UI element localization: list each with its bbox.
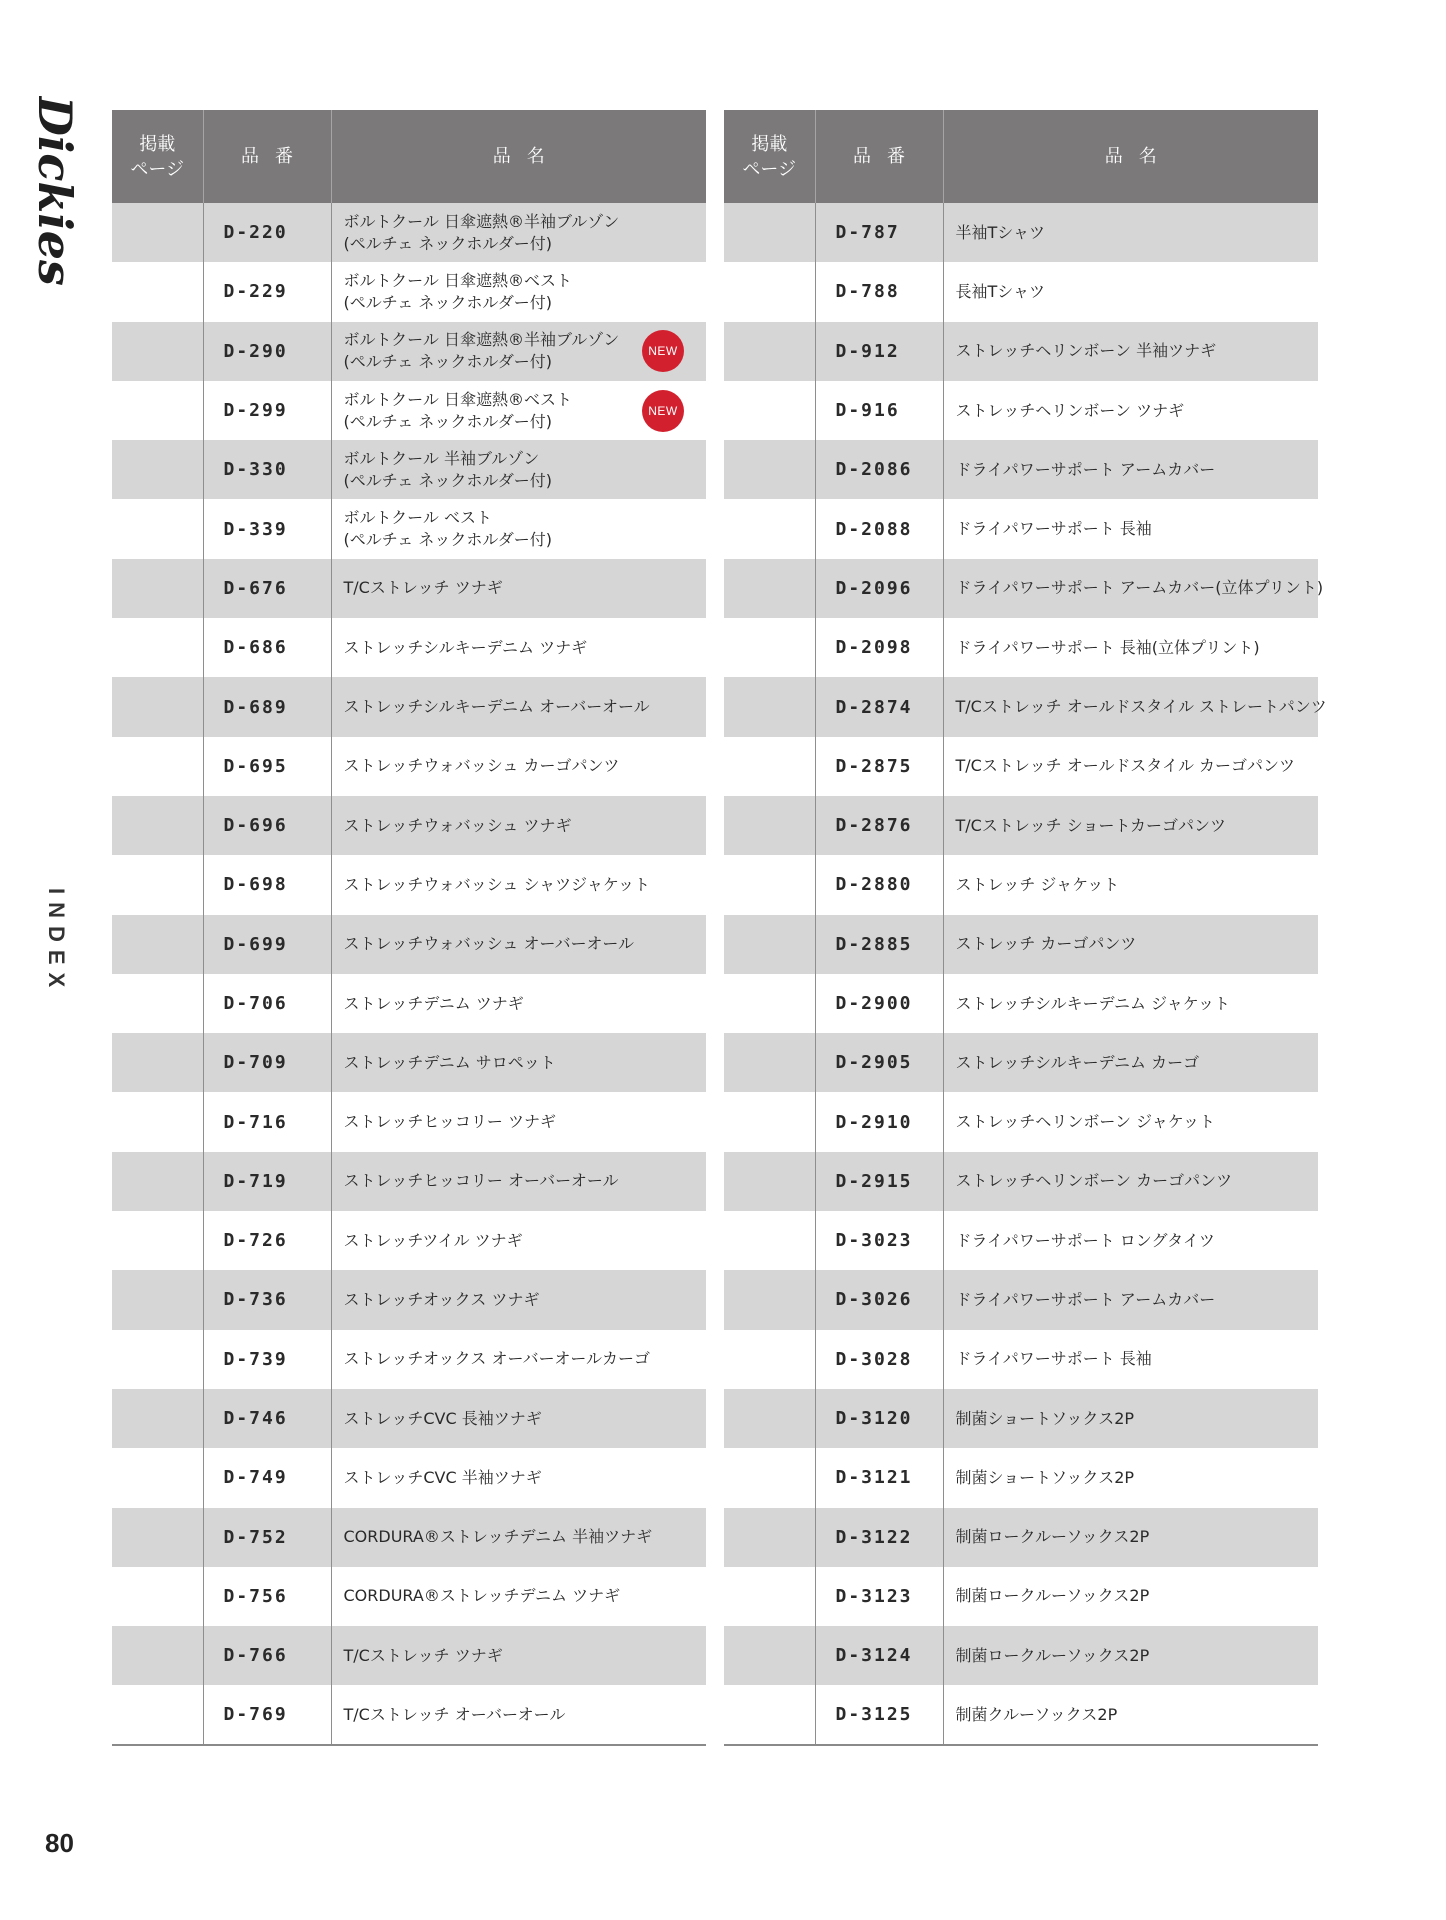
product-code: D-3121 xyxy=(815,1448,943,1507)
product-name: ボルトクール ベスト xyxy=(343,508,492,528)
product-code: D-2885 xyxy=(815,915,943,974)
table-row xyxy=(724,262,1318,321)
product-name: T/Cストレッチ ツナギ xyxy=(343,578,503,598)
page-cell xyxy=(112,203,203,262)
page-cell xyxy=(724,737,815,796)
page-cell xyxy=(724,381,815,440)
product-code: D-696 xyxy=(203,796,331,855)
index-table-left-body xyxy=(112,203,706,1745)
page-cell xyxy=(112,1626,203,1685)
product-name: ストレッチウォバッシュ オーバーオール xyxy=(343,934,635,954)
product-code: D-689 xyxy=(203,677,331,736)
product-name: ストレッチウォバッシュ ツナギ xyxy=(343,815,572,835)
product-name: T/Cストレッチ オールドスタイル カーゴパンツ xyxy=(955,756,1296,776)
table-row xyxy=(112,1033,706,1092)
product-code: D-3125 xyxy=(815,1685,943,1744)
product-name: ストレッチCVC 長袖ツナギ xyxy=(343,1408,542,1428)
product-name-cell xyxy=(943,1152,1318,1211)
product-name-note: (ペルチェ ネックホルダー付) xyxy=(343,292,552,312)
product-name: ストレッチデニム ツナギ xyxy=(343,993,524,1013)
product-name: ストレッチツイル ツナギ xyxy=(343,1230,523,1250)
product-code: D-769 xyxy=(203,1685,331,1744)
page-cell xyxy=(724,1211,815,1270)
product-name-note: (ペルチェ ネックホルダー付) xyxy=(343,530,552,550)
product-name-cell xyxy=(331,203,706,262)
index-table-left xyxy=(112,110,706,1746)
product-code: D-3028 xyxy=(815,1330,943,1389)
page-cell xyxy=(724,1152,815,1211)
table-row xyxy=(112,381,706,440)
product-code: D-726 xyxy=(203,1211,331,1270)
page-number: 80 xyxy=(45,1828,74,1858)
product-name: ストレッチシルキーデニム オーバーオール xyxy=(343,697,650,717)
product-code: D-2098 xyxy=(815,618,943,677)
page-cell xyxy=(112,1270,203,1329)
product-name-cell xyxy=(943,796,1318,855)
header-page-line1: 掲載 xyxy=(751,133,788,155)
table-row xyxy=(112,1092,706,1151)
product-name: ボルトクール 日傘遮熱®ベスト xyxy=(343,270,572,290)
product-name: ストレッチヘリンボーン ジャケット xyxy=(955,1112,1215,1132)
page-cell xyxy=(112,855,203,914)
table-row xyxy=(724,1152,1318,1211)
product-name-cell xyxy=(943,1685,1318,1744)
new-badge: NEW xyxy=(642,330,684,372)
product-name-cell xyxy=(331,974,706,1033)
product-name: ストレッチ ジャケット xyxy=(955,874,1120,894)
product-name: ドライパワーサポート 長袖 xyxy=(955,1349,1152,1369)
table-row xyxy=(112,915,706,974)
product-name: ドライパワーサポート ロングタイツ xyxy=(955,1230,1215,1250)
product-name-note: (ペルチェ ネックホルダー付) xyxy=(343,411,552,431)
table-row xyxy=(724,559,1318,618)
product-code: D-676 xyxy=(203,559,331,618)
product-name: ストレッチ カーゴパンツ xyxy=(955,934,1137,954)
product-name: 制菌ロークルーソックス2P xyxy=(955,1586,1150,1606)
table-row xyxy=(112,1567,706,1626)
header-name: 品名 xyxy=(331,110,706,203)
page-cell xyxy=(724,203,815,262)
product-name: 長袖Tシャツ xyxy=(955,281,1045,301)
page-cell xyxy=(112,1448,203,1507)
product-name-cell xyxy=(943,1567,1318,1626)
product-name: ストレッチCVC 半袖ツナギ xyxy=(343,1467,542,1487)
page-cell xyxy=(724,1508,815,1567)
table-row xyxy=(112,499,706,558)
product-name: ストレッチシルキーデニム カーゴ xyxy=(955,1052,1200,1072)
product-code: D-716 xyxy=(203,1092,331,1151)
page-cell xyxy=(112,915,203,974)
header-page xyxy=(724,110,815,203)
table-row xyxy=(724,499,1318,558)
product-name: ドライパワーサポート 長袖 xyxy=(955,519,1152,539)
product-name: T/Cストレッチ オーバーオール xyxy=(343,1704,566,1724)
product-name-cell xyxy=(331,737,706,796)
product-name: 制菌ショートソックス2P xyxy=(955,1408,1135,1428)
product-name-cell xyxy=(331,440,706,499)
product-name: ストレッチシルキーデニム ジャケット xyxy=(955,993,1230,1013)
product-name-cell xyxy=(943,499,1318,558)
table-row xyxy=(724,974,1318,1033)
product-name: ドライパワーサポート 長袖(立体プリント) xyxy=(955,637,1260,657)
product-code: D-787 xyxy=(815,203,943,262)
table-row xyxy=(724,1626,1318,1685)
product-code: D-3026 xyxy=(815,1270,943,1329)
product-code: D-2875 xyxy=(815,737,943,796)
product-name: 制菌ロークルーソックス2P xyxy=(955,1527,1150,1547)
product-name: T/Cストレッチ オールドスタイル ストレートパンツ xyxy=(955,697,1327,717)
product-name: 制菌クルーソックス2P xyxy=(955,1704,1118,1724)
product-name-cell xyxy=(943,1330,1318,1389)
product-code: D-2900 xyxy=(815,974,943,1033)
product-name-cell xyxy=(331,855,706,914)
dickies-logo-icon xyxy=(25,96,85,296)
product-name: ストレッチシルキーデニム ツナギ xyxy=(343,637,588,657)
product-name: ストレッチウォバッシュ シャツジャケット xyxy=(343,874,651,894)
product-code: D-3123 xyxy=(815,1567,943,1626)
table-row xyxy=(724,203,1318,262)
page-cell xyxy=(112,381,203,440)
product-name-cell xyxy=(943,440,1318,499)
product-name: ストレッチオックス ツナギ xyxy=(343,1289,540,1309)
product-name: ドライパワーサポート アームカバー xyxy=(955,459,1216,479)
product-name-cell xyxy=(331,1626,706,1685)
product-name: ボルトクール 日傘遮熱®半袖ブルゾン xyxy=(343,330,620,350)
product-code: D-339 xyxy=(203,499,331,558)
table-row xyxy=(112,1152,706,1211)
product-code: D-229 xyxy=(203,262,331,321)
product-name: ストレッチヘリンボーン ツナギ xyxy=(955,400,1185,420)
product-name-cell xyxy=(943,262,1318,321)
page-cell xyxy=(724,677,815,736)
page-cell xyxy=(112,440,203,499)
header-page-line1: 掲載 xyxy=(139,133,176,155)
page-cell xyxy=(724,1448,815,1507)
product-name: ボルトクール 日傘遮熱®ベスト xyxy=(343,389,572,409)
product-name: ストレッチヒッコリー ツナギ xyxy=(343,1112,556,1132)
product-name-cell xyxy=(331,1152,706,1211)
page-cell xyxy=(724,1092,815,1151)
table-row xyxy=(724,322,1318,381)
brand-logo-text: Dickies xyxy=(28,96,82,286)
product-code: D-739 xyxy=(203,1330,331,1389)
table-row xyxy=(724,618,1318,677)
product-code: D-698 xyxy=(203,855,331,914)
product-name-cell xyxy=(943,203,1318,262)
side-index-label: INDEX xyxy=(44,888,69,996)
product-name-note: (ペルチェ ネックホルダー付) xyxy=(343,233,552,253)
page-cell xyxy=(724,1626,815,1685)
product-name-cell xyxy=(943,855,1318,914)
table-row xyxy=(724,1685,1318,1744)
product-name: ボルトクール 半袖ブルゾン xyxy=(343,448,540,468)
product-name-note: (ペルチェ ネックホルダー付) xyxy=(343,470,552,490)
page-cell xyxy=(724,322,815,381)
table-row xyxy=(724,915,1318,974)
page-cell xyxy=(112,796,203,855)
table-row xyxy=(724,1211,1318,1270)
product-name-cell xyxy=(943,1033,1318,1092)
product-name-cell xyxy=(943,1448,1318,1507)
page-cell xyxy=(112,1152,203,1211)
page-cell xyxy=(724,559,815,618)
table-row xyxy=(112,1508,706,1567)
page-cell xyxy=(724,1270,815,1329)
product-name: CORDURA®ストレッチデニム ツナギ xyxy=(343,1586,621,1606)
table-row xyxy=(724,1330,1318,1389)
product-code: D-912 xyxy=(815,322,943,381)
table-row xyxy=(724,1033,1318,1092)
header-code: 品番 xyxy=(815,110,943,203)
page-cell xyxy=(724,1685,815,1744)
header-page-line2: ページ xyxy=(130,158,185,180)
table-row xyxy=(724,1092,1318,1151)
product-code: D-749 xyxy=(203,1448,331,1507)
product-code: D-2086 xyxy=(815,440,943,499)
table-row xyxy=(112,1211,706,1270)
product-code: D-756 xyxy=(203,1567,331,1626)
product-name-cell xyxy=(331,381,706,440)
product-code: D-916 xyxy=(815,381,943,440)
page-cell xyxy=(112,1389,203,1448)
product-name: ドライパワーサポート アームカバー(立体プリント) xyxy=(955,578,1324,598)
product-name-cell xyxy=(331,1033,706,1092)
brand-logo xyxy=(25,96,85,296)
product-code: D-2880 xyxy=(815,855,943,914)
product-code: D-2915 xyxy=(815,1152,943,1211)
product-name-cell xyxy=(331,1567,706,1626)
page-cell xyxy=(112,499,203,558)
header-page-line2: ページ xyxy=(742,158,797,180)
product-code: D-3122 xyxy=(815,1508,943,1567)
page-cell xyxy=(112,1330,203,1389)
table-row xyxy=(112,1448,706,1507)
product-code: D-2088 xyxy=(815,499,943,558)
product-name: ストレッチヒッコリー オーバーオール xyxy=(343,1171,619,1191)
page-cell xyxy=(724,855,815,914)
product-name: 制菌ロークルーソックス2P xyxy=(955,1645,1150,1665)
table-row xyxy=(112,677,706,736)
table-row xyxy=(112,974,706,1033)
table-header-row xyxy=(724,110,1318,203)
page-cell xyxy=(112,1092,203,1151)
product-name-cell xyxy=(943,618,1318,677)
product-code: D-736 xyxy=(203,1270,331,1329)
table-row xyxy=(112,796,706,855)
page-cell xyxy=(724,1389,815,1448)
product-name-cell xyxy=(943,1211,1318,1270)
page-cell xyxy=(112,677,203,736)
page-cell xyxy=(112,322,203,381)
product-code: D-746 xyxy=(203,1389,331,1448)
table-row xyxy=(724,855,1318,914)
page-cell xyxy=(724,796,815,855)
table-row xyxy=(112,559,706,618)
product-code: D-686 xyxy=(203,618,331,677)
product-code: D-290 xyxy=(203,322,331,381)
product-name: ドライパワーサポート アームカバー xyxy=(955,1289,1216,1309)
page-cell xyxy=(112,737,203,796)
page-cell xyxy=(112,1033,203,1092)
product-code: D-766 xyxy=(203,1626,331,1685)
product-code: D-2910 xyxy=(815,1092,943,1151)
page-cell xyxy=(724,262,815,321)
product-name-cell xyxy=(943,677,1327,736)
page-cell xyxy=(724,1567,815,1626)
page-cell xyxy=(724,1330,815,1389)
page-cell xyxy=(724,974,815,1033)
product-name-cell xyxy=(331,499,706,558)
product-name-cell xyxy=(943,1389,1318,1448)
table-header-row xyxy=(112,110,706,203)
product-code: D-706 xyxy=(203,974,331,1033)
product-name-cell xyxy=(943,1270,1318,1329)
product-name: ボルトクール 日傘遮熱®半袖ブルゾン xyxy=(343,211,620,231)
product-code: D-788 xyxy=(815,262,943,321)
product-name: T/Cストレッチ ツナギ xyxy=(343,1645,503,1665)
page-cell xyxy=(724,499,815,558)
product-code: D-695 xyxy=(203,737,331,796)
product-name-cell xyxy=(331,1448,706,1507)
product-code: D-2096 xyxy=(815,559,943,618)
page-cell xyxy=(724,618,815,677)
table-row xyxy=(724,1508,1318,1567)
product-name: ストレッチオックス オーバーオールカーゴ xyxy=(343,1349,651,1369)
page-cell xyxy=(112,559,203,618)
product-code: D-299 xyxy=(203,381,331,440)
table-row xyxy=(724,440,1318,499)
product-code: D-709 xyxy=(203,1033,331,1092)
product-name: 制菌ショートソックス2P xyxy=(955,1467,1135,1487)
product-name-cell xyxy=(943,737,1318,796)
table-row xyxy=(112,262,706,321)
product-name-cell xyxy=(331,1092,706,1151)
page-cell xyxy=(112,1211,203,1270)
table-row xyxy=(112,1270,706,1329)
page-cell xyxy=(112,618,203,677)
table-row xyxy=(724,1448,1318,1507)
index-table-right-body xyxy=(724,203,1327,1745)
product-name: ストレッチヘリンボーン カーゴパンツ xyxy=(955,1171,1233,1191)
product-name-cell xyxy=(331,677,706,736)
product-name-cell xyxy=(331,915,706,974)
product-name-cell xyxy=(943,381,1318,440)
page-cell xyxy=(112,1567,203,1626)
page-cell xyxy=(112,1685,203,1744)
product-code: D-3124 xyxy=(815,1626,943,1685)
table-row xyxy=(724,381,1318,440)
new-badge: NEW xyxy=(642,390,684,432)
product-code: D-719 xyxy=(203,1152,331,1211)
product-code: D-699 xyxy=(203,915,331,974)
page-cell xyxy=(724,1033,815,1092)
product-name-cell xyxy=(943,559,1324,618)
product-name-cell xyxy=(331,1389,706,1448)
table-row xyxy=(112,855,706,914)
product-code: D-2874 xyxy=(815,677,943,736)
table-row xyxy=(112,440,706,499)
product-name-cell xyxy=(943,1092,1318,1151)
table-row xyxy=(724,1389,1318,1448)
table-row xyxy=(112,1685,706,1744)
page-cell xyxy=(112,974,203,1033)
table-row xyxy=(724,737,1318,796)
product-name-cell xyxy=(331,322,706,381)
table-row xyxy=(112,737,706,796)
product-name-cell xyxy=(943,1626,1318,1685)
product-name-cell xyxy=(943,915,1318,974)
page-cell xyxy=(724,440,815,499)
product-name-cell xyxy=(331,262,706,321)
product-code: D-330 xyxy=(203,440,331,499)
table-row xyxy=(724,677,1318,736)
product-name-cell xyxy=(331,1270,706,1329)
product-name-cell xyxy=(331,796,706,855)
product-name-cell xyxy=(331,559,706,618)
page-cell xyxy=(112,262,203,321)
table-row xyxy=(112,322,706,381)
table-row xyxy=(724,1270,1318,1329)
table-row xyxy=(112,203,706,262)
page-cell xyxy=(112,1508,203,1567)
product-name: CORDURA®ストレッチデニム 半袖ツナギ xyxy=(343,1527,653,1547)
product-name-cell xyxy=(331,1685,706,1744)
product-name-cell xyxy=(943,974,1318,1033)
product-name: ストレッチウォバッシュ カーゴパンツ xyxy=(343,756,620,776)
product-code: D-2905 xyxy=(815,1033,943,1092)
table-row xyxy=(112,1330,706,1389)
product-name: 半袖Tシャツ xyxy=(955,222,1045,242)
header-page xyxy=(112,110,203,203)
product-name-cell xyxy=(331,618,706,677)
product-name: ストレッチデニム サロペット xyxy=(343,1052,556,1072)
product-code: D-2876 xyxy=(815,796,943,855)
product-name-cell xyxy=(943,322,1318,381)
product-name-cell xyxy=(943,1508,1318,1567)
product-name-note: (ペルチェ ネックホルダー付) xyxy=(343,352,552,372)
product-code: D-3120 xyxy=(815,1389,943,1448)
table-row xyxy=(724,796,1318,855)
product-name-cell xyxy=(331,1508,706,1567)
product-name: ストレッチヘリンボーン 半袖ツナギ xyxy=(955,341,1217,361)
index-table-right xyxy=(724,110,1327,1746)
table-row xyxy=(112,618,706,677)
product-code: D-220 xyxy=(203,203,331,262)
product-name-cell xyxy=(331,1211,706,1270)
table-row xyxy=(724,1567,1318,1626)
product-code: D-752 xyxy=(203,1508,331,1567)
product-name-cell xyxy=(331,1330,706,1389)
header-code: 品番 xyxy=(203,110,331,203)
product-name: T/Cストレッチ ショートカーゴパンツ xyxy=(955,815,1226,835)
header-name: 品名 xyxy=(943,110,1318,203)
page-cell xyxy=(724,915,815,974)
table-row xyxy=(112,1389,706,1448)
product-code: D-3023 xyxy=(815,1211,943,1270)
table-row xyxy=(112,1626,706,1685)
